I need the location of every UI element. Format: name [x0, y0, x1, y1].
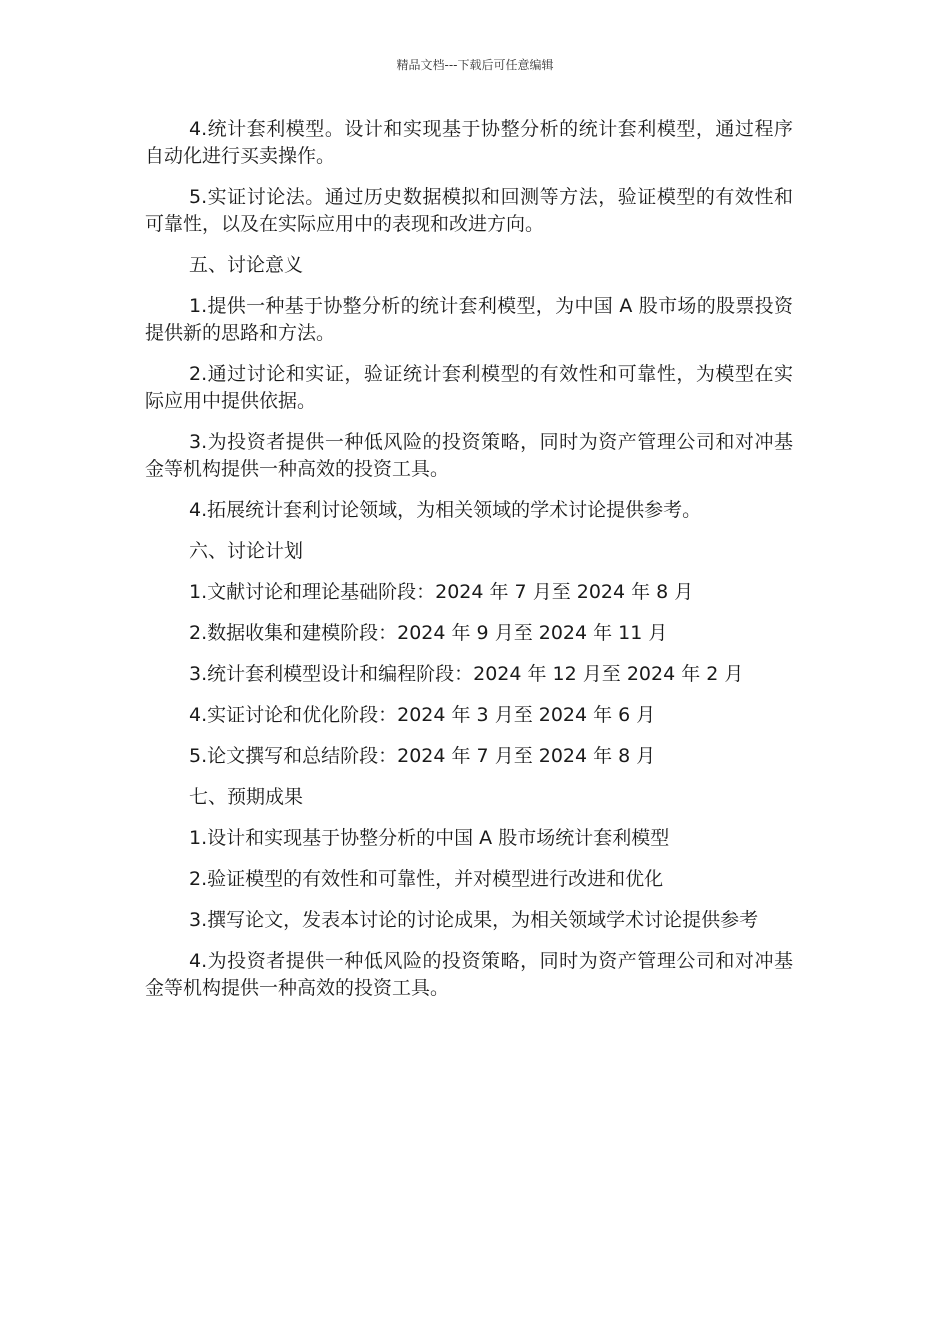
- paragraph-plan-5: 5.论文撰写和总结阶段：2024 年 7 月至 2024 年 8 月: [189, 745, 656, 767]
- document-body: [145, 116, 793, 1016]
- section-heading-plan: 六、讨论计划: [189, 540, 304, 562]
- paragraph-plan-1: 1.文献讨论和理论基础阶段：2024 年 7 月至 2024 年 8 月: [189, 581, 694, 603]
- paragraph-significance-2: 2.通过讨论和实证，验证统计套利模型的有效性和可靠性，为模型在实际应用中提供依据。: [145, 363, 793, 412]
- paragraph-outcome-3: 3.撰写论文，发表本讨论的讨论成果，为相关领域学术讨论提供参考: [189, 909, 759, 931]
- paragraph-significance-3: 3.为投资者提供一种低风险的投资策略，同时为资产管理公司和对冲基金等机构提供一种高效的投资工具。: [145, 431, 793, 480]
- page-header: 精品文档---下载后可任意编辑: [396, 58, 554, 72]
- paragraph-significance-1: 1.提供一种基于协整分析的统计套利模型，为中国 A 股市场的股票投资提供新的思路和方法。: [145, 295, 793, 344]
- section-heading-outcomes: 七、预期成果: [189, 786, 304, 808]
- paragraph-method-5: 5.实证讨论法。通过历史数据模拟和回测等方法，验证模型的有效性和可靠性，以及在实际应用中的表现和改进方向。: [145, 186, 793, 235]
- section-heading-significance: 五、讨论意义: [189, 254, 304, 276]
- paragraph-method-4: 4.统计套利模型。设计和实现基于协整分析的统计套利模型，通过程序自动化进行买卖操作。: [145, 118, 793, 167]
- paragraph-significance-4: 4.拓展统计套利讨论领域，为相关领域的学术讨论提供参考。: [189, 499, 702, 521]
- paragraph-plan-2: 2.数据收集和建模阶段：2024 年 9 月至 2024 年 11 月: [189, 622, 668, 644]
- paragraph-plan-4: 4.实证讨论和优化阶段：2024 年 3 月至 2024 年 6 月: [189, 704, 656, 726]
- paragraph-plan-3: 3.统计套利模型设计和编程阶段：2024 年 12 月至 2024 年 2 月: [189, 663, 744, 685]
- paragraph-outcome-4: 4.为投资者提供一种低风险的投资策略，同时为资产管理公司和对冲基金等机构提供一种高效的投资工具。: [145, 950, 793, 999]
- paragraph-outcome-2: 2.验证模型的有效性和可靠性，并对模型进行改进和优化: [189, 868, 664, 890]
- paragraph-outcome-1: 1.设计和实现基于协整分析的中国 A 股市场统计套利模型: [189, 827, 670, 849]
